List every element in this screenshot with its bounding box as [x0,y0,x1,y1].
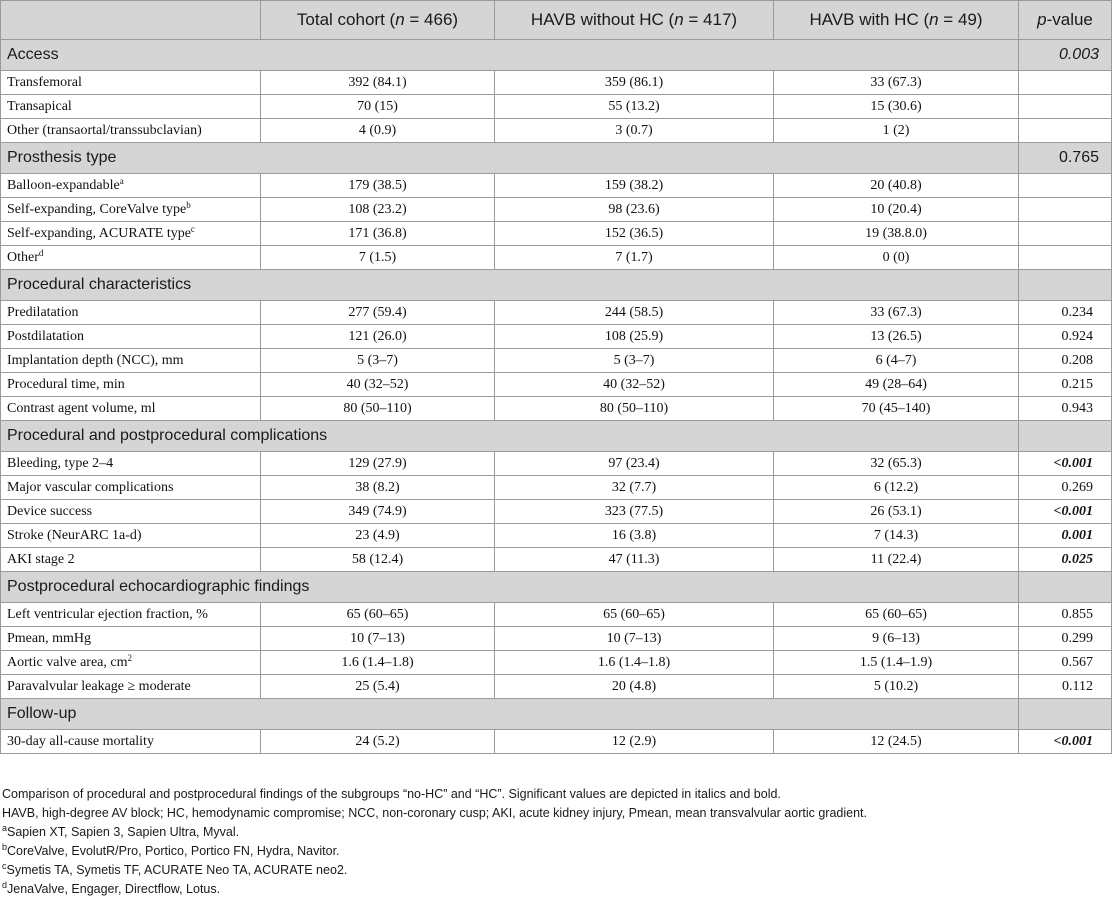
cell-total-cohort: 24 (5.2) [261,730,495,754]
section-row [1,270,1112,301]
row-label-text: Balloon-expandable [7,177,120,193]
table-row [1,301,1112,325]
cell-p-value [1019,222,1112,246]
section-row [1,421,1112,452]
cell-p-value [1019,651,1112,675]
cell-havb-without-hc: 65 (60–65) [495,603,774,627]
cell-havb-without-hc: 98 (23.6) [495,198,774,222]
cell-havb-with-hc: 1.5 (1.4–1.9) [774,651,1019,675]
row-label-text: Postdilatation [7,328,84,344]
cell-havb-with-hc: 1 (2) [774,119,1019,143]
cell-havb-with-hc: 19 (38.8.0) [774,222,1019,246]
footnote-mark: d [2,880,8,890]
row-label [1,627,261,651]
cell-havb-without-hc: 5 (3–7) [495,349,774,373]
cell-havb-with-hc: 26 (53.1) [774,500,1019,524]
row-label [1,524,261,548]
footnote-item [2,861,867,880]
table-row [1,71,1112,95]
cell-p-value [1019,174,1112,198]
section-row [1,572,1112,603]
cell-havb-without-hc: 40 (32–52) [495,373,774,397]
cell-havb-with-hc: 70 (45–140) [774,397,1019,421]
row-label-text: Other (transaortal/transsubclavian) [7,122,202,138]
cell-total-cohort: 25 (5.4) [261,675,495,699]
cell-total-cohort: 392 (84.1) [261,71,495,95]
row-label-text: Left ventricular ejection fraction, % [7,606,208,622]
cell-total-cohort: 349 (74.9) [261,500,495,524]
cell-havb-without-hc: 16 (3.8) [495,524,774,548]
cell-p-value [1019,524,1112,548]
footnote-item [2,842,867,861]
cell-p-value [1019,500,1112,524]
cell-total-cohort: 108 (23.2) [261,198,495,222]
cell-havb-with-hc: 20 (40.8) [774,174,1019,198]
table-row [1,174,1112,198]
cell-havb-without-hc: 32 (7.7) [495,476,774,500]
cell-havb-without-hc: 3 (0.7) [495,119,774,143]
cell-havb-without-hc: 20 (4.8) [495,675,774,699]
cell-p-value [1019,95,1112,119]
cell-havb-with-hc: 32 (65.3) [774,452,1019,476]
cell-havb-with-hc: 49 (28–64) [774,373,1019,397]
row-label [1,301,261,325]
section-p-value [1019,40,1112,71]
cell-havb-without-hc: 1.6 (1.4–1.8) [495,651,774,675]
footnote-abbreviations: HAVB, high-degree AV block; HC, hemodynamic compromise; NCC, non-coronary cusp; AKI, acute kidney injury, Pmean, mean transvalvular aortic gradient. [2,806,867,820]
cell-havb-with-hc: 13 (26.5) [774,325,1019,349]
row-label-text: Predilatation [7,304,79,320]
row-label [1,675,261,699]
header-total-cohort: Total cohort (n = 466) [261,1,495,40]
table-body [1,40,1112,754]
cell-p-value [1019,71,1112,95]
section-row [1,40,1112,71]
cell-p-value [1019,476,1112,500]
cell-total-cohort: 10 (7–13) [261,627,495,651]
footnote-text: CoreValve, EvolutR/Pro, Portico, Portico FN, Hydra, Navitor. [7,844,340,858]
cell-havb-with-hc: 0 (0) [774,246,1019,270]
row-label-text: Bleeding, type 2–4 [7,455,114,471]
cell-havb-without-hc: 80 (50–110) [495,397,774,421]
cell-total-cohort: 65 (60–65) [261,603,495,627]
cell-havb-with-hc: 5 (10.2) [774,675,1019,699]
footnote-caption: Comparison of procedural and postprocedural findings of the subgroups “no-HC” and “HC”. Significant values are depicted in italics and bold. [2,787,781,801]
cell-havb-without-hc: 108 (25.9) [495,325,774,349]
cell-total-cohort: 4 (0.9) [261,119,495,143]
footnote-text: Symetis TA, Symetis TF, ACURATE Neo TA, ACURATE neo2. [6,863,348,877]
footnote-mark: c [2,861,7,871]
row-label-text: Major vascular complications [7,479,174,495]
row-label-text: Implantation depth (NCC), mm [7,352,184,368]
cell-p-value [1019,301,1112,325]
cell-havb-with-hc: 12 (24.5) [774,730,1019,754]
cell-havb-with-hc: 6 (4–7) [774,349,1019,373]
cell-p-value [1019,675,1112,699]
row-label [1,222,261,246]
cell-havb-without-hc: 323 (77.5) [495,500,774,524]
footnote-mark: a [2,823,8,833]
cell-havb-with-hc: 10 (20.4) [774,198,1019,222]
cell-havb-with-hc: 6 (12.2) [774,476,1019,500]
row-label [1,119,261,143]
cell-total-cohort: 40 (32–52) [261,373,495,397]
cell-havb-with-hc: 9 (6–13) [774,627,1019,651]
footnote-marker: 2 [127,652,132,663]
section-title: Postprocedural echocardiographic findings [1,572,1019,603]
row-label-text: AKI stage 2 [7,551,75,567]
row-label-text: Self-expanding, CoreValve type [7,201,187,217]
footnote-mark: b [2,842,8,852]
row-label [1,476,261,500]
table-row [1,325,1112,349]
cell-havb-without-hc: 152 (36.5) [495,222,774,246]
cell-havb-without-hc: 47 (11.3) [495,548,774,572]
row-label [1,349,261,373]
header-havb-without-hc: HAVB without HC (n = 417) [495,1,774,40]
cell-havb-with-hc: 33 (67.3) [774,301,1019,325]
footnote-text: JenaValve, Engager, Directflow, Lotus. [7,882,221,896]
p-value-text: 0.855 [1061,606,1093,622]
row-label [1,198,261,222]
cell-havb-with-hc: 15 (30.6) [774,95,1019,119]
header-p-value: p-value [1019,1,1112,40]
row-label-text: Paravalvular leakage ≥ moderate [7,678,191,694]
table-row [1,119,1112,143]
table-row [1,500,1112,524]
table-row [1,476,1112,500]
footnote-text: Sapien XT, Sapien 3, Sapien Ultra, Myval. [7,825,240,839]
cell-havb-with-hc: 7 (14.3) [774,524,1019,548]
cell-havb-without-hc: 359 (86.1) [495,71,774,95]
cell-p-value [1019,198,1112,222]
section-p-value [1019,572,1112,603]
section-row [1,699,1112,730]
table-row [1,246,1112,270]
footnote-marker: a [119,175,124,186]
p-value-text: <0.001 [1053,455,1093,471]
p-value-text: 0.001 [1061,527,1093,543]
cell-total-cohort: 80 (50–110) [261,397,495,421]
header-row [1,1,1112,40]
section-p-value [1019,143,1112,174]
table-row [1,373,1112,397]
p-value-text: <0.001 [1053,733,1093,749]
p-value-text: 0.003 [1058,46,1099,63]
p-value-text: 0.112 [1062,678,1093,694]
section-p-value [1019,270,1112,301]
p-value-text: 0.567 [1061,654,1093,670]
section-title: Follow-up [1,699,1019,730]
table-row [1,397,1112,421]
section-title: Prosthesis type [1,143,1019,174]
p-value-text: <0.001 [1053,503,1093,519]
row-label [1,603,261,627]
cell-havb-without-hc: 7 (1.7) [495,246,774,270]
cell-havb-with-hc: 65 (60–65) [774,603,1019,627]
footnote-marker: b [186,199,191,210]
table-row [1,95,1112,119]
cell-p-value [1019,246,1112,270]
row-label [1,174,261,198]
footnote-item [2,823,867,842]
row-label-text: Contrast agent volume, ml [7,400,156,416]
row-label [1,651,261,675]
cell-p-value [1019,349,1112,373]
row-label [1,397,261,421]
row-label [1,325,261,349]
cell-p-value [1019,730,1112,754]
cell-havb-without-hc: 97 (23.4) [495,452,774,476]
cell-p-value [1019,627,1112,651]
row-label [1,548,261,572]
cell-total-cohort: 129 (27.9) [261,452,495,476]
table-footnotes [2,785,867,899]
section-row [1,143,1112,174]
p-value-text: 0.208 [1061,352,1093,368]
cell-havb-without-hc: 244 (58.5) [495,301,774,325]
row-label-text: Transfemoral [7,74,82,90]
row-label [1,730,261,754]
p-value-text: 0.299 [1061,630,1093,646]
row-label-text: Procedural time, min [7,376,125,392]
p-value-text: 0.924 [1061,328,1093,344]
cell-havb-without-hc: 159 (38.2) [495,174,774,198]
cell-total-cohort: 179 (38.5) [261,174,495,198]
row-label [1,71,261,95]
row-label-text: Pmean, mmHg [7,630,91,646]
table-row [1,452,1112,476]
cell-p-value [1019,548,1112,572]
section-title: Procedural characteristics [1,270,1019,301]
table-row [1,349,1112,373]
row-label-text: 30-day all-cause mortality [7,733,154,749]
footnote-marker: d [38,247,44,258]
row-label [1,500,261,524]
row-label [1,452,261,476]
cell-total-cohort: 171 (36.8) [261,222,495,246]
cell-p-value [1019,397,1112,421]
cell-total-cohort: 277 (59.4) [261,301,495,325]
footnote-item [2,880,867,899]
cell-havb-with-hc: 33 (67.3) [774,71,1019,95]
footnote-list [2,823,867,899]
row-label [1,373,261,397]
table-row [1,198,1112,222]
row-label-text: Aortic valve area, cm [7,654,128,670]
table-row [1,603,1112,627]
row-label [1,95,261,119]
cell-total-cohort: 38 (8.2) [261,476,495,500]
cell-total-cohort: 7 (1.5) [261,246,495,270]
table-row [1,651,1112,675]
section-title: Procedural and postprocedural complications [1,421,1019,452]
cell-p-value [1019,603,1112,627]
cell-p-value [1019,373,1112,397]
row-label-text: Device success [7,503,93,519]
section-p-value [1019,699,1112,730]
cell-p-value [1019,452,1112,476]
cell-total-cohort: 58 (12.4) [261,548,495,572]
header-havb-with-hc: HAVB with HC (n = 49) [774,1,1019,40]
row-label-text: Other [7,249,39,265]
section-p-value [1019,421,1112,452]
p-value-text: 0.765 [1058,149,1099,166]
cell-total-cohort: 23 (4.9) [261,524,495,548]
cell-havb-without-hc: 10 (7–13) [495,627,774,651]
table-row [1,675,1112,699]
p-value-text: 0.215 [1061,376,1093,392]
cell-total-cohort: 5 (3–7) [261,349,495,373]
p-value-text: 0.234 [1061,304,1093,320]
cell-total-cohort: 70 (15) [261,95,495,119]
row-label [1,246,261,270]
section-title: Access [1,40,1019,71]
table-row [1,524,1112,548]
cell-total-cohort: 1.6 (1.4–1.8) [261,651,495,675]
cell-total-cohort: 121 (26.0) [261,325,495,349]
p-value-text: 0.025 [1061,551,1093,567]
cell-havb-without-hc: 55 (13.2) [495,95,774,119]
p-value-text: 0.269 [1061,479,1093,495]
p-value-text: 0.943 [1061,400,1093,416]
row-label-text: Transapical [7,98,72,114]
header-empty [1,1,261,40]
cell-p-value [1019,325,1112,349]
row-label-text: Self-expanding, ACURATE type [7,225,191,241]
cell-havb-with-hc: 11 (22.4) [774,548,1019,572]
cell-havb-without-hc: 12 (2.9) [495,730,774,754]
cell-p-value [1019,119,1112,143]
table-row [1,548,1112,572]
table-row [1,222,1112,246]
table-row [1,627,1112,651]
table-row [1,730,1112,754]
footnote-marker: c [190,223,195,234]
row-label-text: Stroke (NeurARC 1a-d) [7,527,142,543]
